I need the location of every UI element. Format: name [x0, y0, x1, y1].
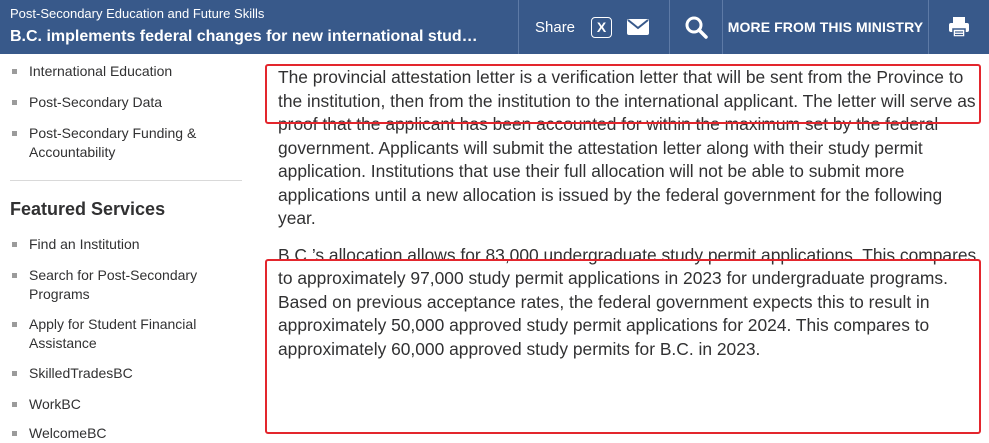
- bullet-icon: [12, 100, 17, 105]
- paragraph-attestation-letter: The provincial attestation letter is a verification letter that will be sent from the Province to the institution, then from the institution to the international applicant. The letter will serve as proof that the applicant has been accounted for within the maximum set by the federal government. Applicants will submit the attestation letter along with their study permit application. Institutions that use their full allocation will not be able to submit more applications until a new allocation is issued by the federal government for the following year.: [278, 67, 976, 228]
- email-share-icon[interactable]: [626, 15, 650, 39]
- sidebar-item-find-institution[interactable]: [0, 235, 245, 254]
- sidebar-item-skilledtradesbc[interactable]: [0, 364, 245, 383]
- x-share-icon[interactable]: X: [591, 17, 612, 38]
- sidebar-item-funding-accountability[interactable]: [0, 124, 245, 162]
- bullet-icon: [12, 322, 17, 327]
- sidebar: [0, 54, 250, 443]
- page-title: B.C. implements federal changes for new international stud…: [10, 28, 478, 45]
- bullet-icon: [12, 371, 17, 376]
- bullet-icon: [12, 69, 17, 74]
- search-button[interactable]: [670, 0, 722, 54]
- share-label: Share: [535, 18, 576, 36]
- sidebar-item-workbc[interactable]: [0, 395, 245, 414]
- sidebar-item-label: Post-Secondary Funding & Accountability: [29, 125, 197, 160]
- sidebar-item-label: Find an Institution: [29, 236, 140, 252]
- site-header: [0, 0, 989, 54]
- bullet-icon: [12, 242, 17, 247]
- sidebar-item-international-education[interactable]: [0, 62, 245, 81]
- sidebar-item-label: WelcomeBC: [29, 425, 107, 441]
- sidebar-divider: [10, 180, 242, 181]
- bullet-icon: [12, 273, 17, 278]
- sidebar-item-financial-assistance[interactable]: [0, 315, 245, 353]
- paragraph-allocation: B.C.’s allocation allows for 83,000 undergraduate study permit applications. This compares to approximately 97,000 study permit applications in 2023 for undergraduate programs. Based on previous acceptance rates, the federal government expects this to result in approximately 50,000 approved study permit applications for 2024. This compares to approximately 60,000 approved study permits for B.C. in 2023.: [278, 244, 977, 359]
- sidebar-item-search-programs[interactable]: [0, 266, 245, 304]
- sidebar-item-label: Post-Secondary Data: [29, 94, 163, 110]
- sidebar-item-welcomebc[interactable]: [0, 424, 245, 443]
- sidebar-item-post-secondary-data[interactable]: [0, 93, 245, 112]
- featured-services-heading: Featured Services: [10, 199, 166, 219]
- search-icon: [684, 15, 708, 39]
- share-group: [519, 0, 669, 54]
- ministry-link[interactable]: Post-Secondary Education and Future Skills: [10, 6, 265, 21]
- bullet-icon: [12, 431, 17, 436]
- sidebar-item-label: International Education: [29, 63, 173, 79]
- bullet-icon: [12, 402, 17, 407]
- sidebar-item-label: WorkBC: [29, 396, 81, 412]
- header-titles: [0, 0, 518, 54]
- more-from-ministry-button[interactable]: MORE FROM THIS MINISTRY: [727, 19, 924, 35]
- bullet-icon: [12, 131, 17, 136]
- highlight-box: [265, 259, 981, 434]
- sidebar-item-label: SkilledTradesBC: [29, 365, 133, 381]
- sidebar-item-label: Search for Post-Secondary Programs: [29, 267, 198, 302]
- print-button[interactable]: [929, 0, 988, 54]
- sidebar-item-label: Apply for Student Financial Assistance: [29, 316, 197, 351]
- highlight-box: [265, 64, 981, 124]
- print-icon: [947, 15, 971, 39]
